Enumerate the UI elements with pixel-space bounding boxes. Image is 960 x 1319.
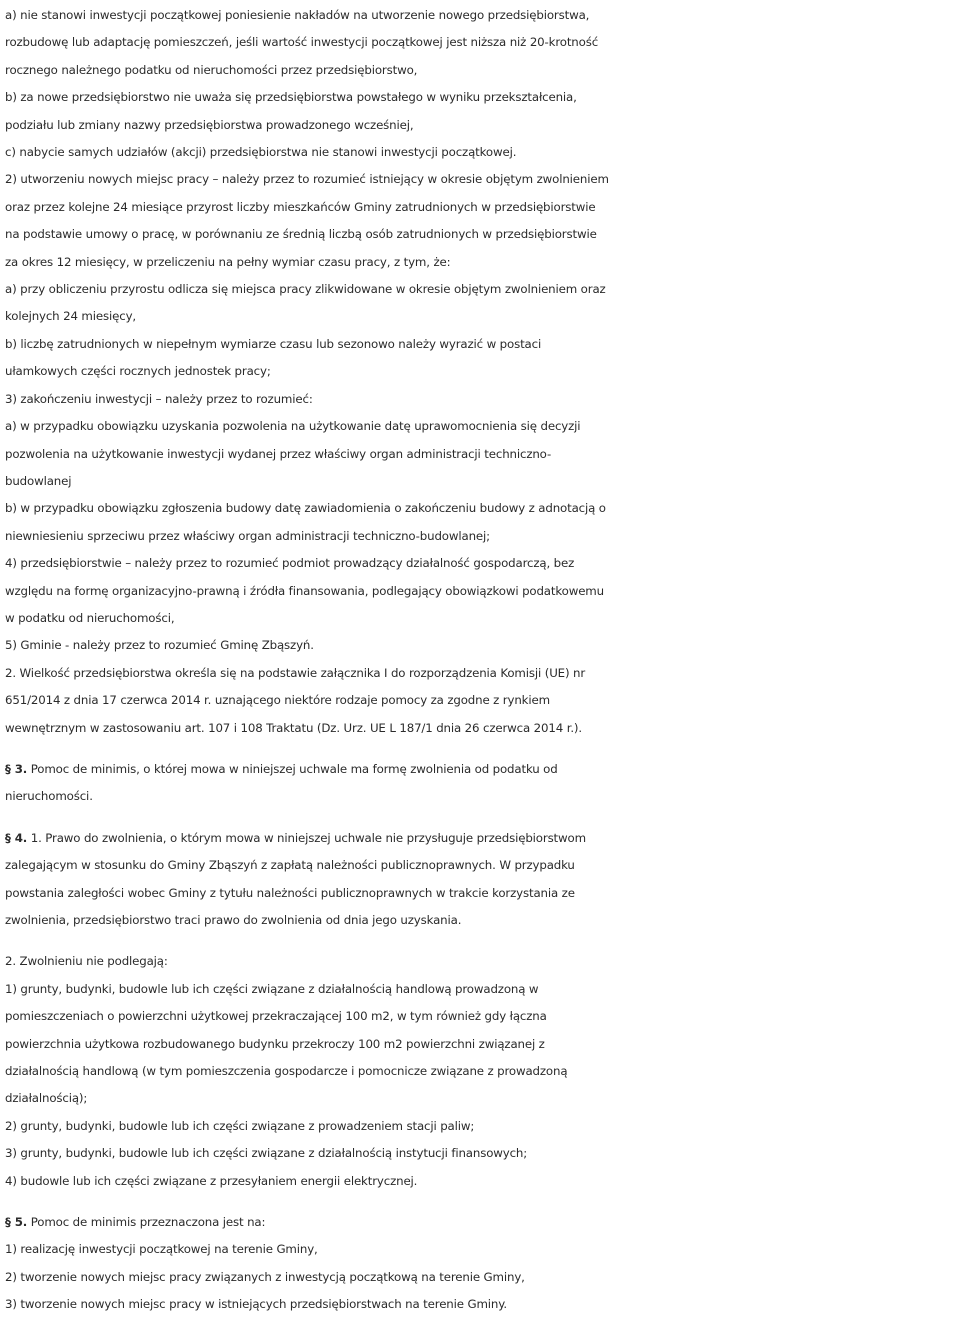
text-line: względu na formę organizacyjno-prawną i źródła finansowania, podlegający obowiązkowi podatkowemu bbox=[5, 583, 604, 598]
text-line: zalegającym w stosunku do Gminy Zbąszyń z zapłatą należności publicznoprawnych. W przypadku bbox=[5, 858, 575, 873]
text-line: a) nie stanowi inwestycji początkowej poniesienie nakładów na utworzenie nowego przedsiębiorstwa, bbox=[5, 8, 590, 22]
section-line bbox=[5, 825, 952, 852]
text-line: 3) zakończeniu inwestycji – należy przez to rozumieć: bbox=[5, 391, 313, 406]
section-text: Pomoc de minimis przeznaczona jest na: bbox=[27, 1215, 266, 1230]
text-line: b) w przypadku obowiązku zgłoszenia budowy datę zawiadomienia o zakończeniu budowy z adnotacją o bbox=[5, 501, 606, 516]
text-line: 2) utworzeniu nowych miejsc pracy – należy przez to rozumieć istniejący w okresie objętym zwolnieniem bbox=[5, 172, 609, 187]
section-text: 1. Prawo do zwolnienia, o którym mowa w niniejszej uchwale nie przysługuje przedsiębiorstwom bbox=[27, 830, 586, 845]
text-line: powierzchnia użytkowa rozbudowanego budynku przekroczy 100 m2 powierzchni związanej z bbox=[5, 1036, 545, 1051]
text-line: 3) grunty, budynki, budowle lub ich części związane z działalnością instytucji finansowych; bbox=[5, 1146, 528, 1161]
text-line: budowlanej bbox=[5, 473, 72, 488]
text-line: 4) budowle lub ich części związane z przesyłaniem energii elektrycznej. bbox=[5, 1173, 418, 1188]
text-line: niewniesieniu sprzeciwu przez właściwy organ administracji techniczno-budowlanej; bbox=[5, 528, 490, 543]
text-line: w podatku od nieruchomości, bbox=[5, 610, 175, 625]
section-marker: § 4. bbox=[5, 830, 28, 845]
text-line: a) w przypadku obowiązku uzyskania pozwolenia na użytkowanie datę uprawomocnienia się decyzji bbox=[5, 419, 581, 434]
text-line: kolejnych 24 miesięcy, bbox=[5, 309, 136, 324]
paragraph-gap bbox=[5, 811, 952, 825]
text-line: a) przy obliczeniu przyrostu odlicza się miejsca pracy zlikwidowane w okresie objętym zwolnieniem oraz bbox=[5, 282, 606, 297]
text-line: 651/2014 z dnia 17 czerwca 2014 r. uznającego niektóre rodzaje pomocy za zgodne z rynkiem bbox=[5, 693, 550, 708]
paragraph-gap bbox=[5, 934, 952, 948]
text-line: za okres 12 miesięcy, w przeliczeniu na pełny wymiar czasu pracy, z tym, że: bbox=[5, 254, 451, 269]
text-line: na podstawie umowy o pracę, w porównaniu ze średnią liczbą osób zatrudnionych w przedsiębiorstwie bbox=[5, 227, 597, 242]
text-line: 4) przedsiębiorstwie – należy przez to rozumieć podmiot prowadzący działalność gospodarczą, bez bbox=[5, 556, 575, 571]
section-marker: § 3. bbox=[5, 761, 28, 776]
paragraph-gap bbox=[5, 742, 952, 756]
text-line: powstania zaległości wobec Gminy z tytułu należności publicznoprawnych w trakcie korzystania ze bbox=[5, 885, 575, 900]
text-line: wewnętrznym w zastosowaniu art. 107 i 108 Traktatu (Dz. Urz. UE L 187/1 dnia 26 czerwca 2014 r.). bbox=[5, 720, 582, 735]
text-line: 2. Wielkość przedsiębiorstwa określa się na podstawie załącznika I do rozporządzenia Komisji (UE) nr bbox=[5, 665, 586, 680]
section-line bbox=[5, 1209, 952, 1236]
text-line: działalnością handlową (w tym pomieszczenia gospodarcze i pomocnicze związane z prowadzoną bbox=[5, 1064, 568, 1079]
text-line: b) za nowe przedsiębiorstwo nie uważa się przedsiębiorstwa powstałego w wyniku przekształcenia, bbox=[5, 90, 577, 105]
text-line: 5) Gminie - należy przez to rozumieć Gminę Zbąszyń. bbox=[5, 638, 314, 653]
text-line: zwolnienia, przedsiębiorstwo traci prawo do zwolnienia od dnia jego uzyskania. bbox=[5, 913, 462, 927]
text-line: 3) tworzenie nowych miejsc pracy w istniejących przedsiębiorstwach na terenie Gminy. bbox=[5, 1297, 508, 1312]
text-line: podziału lub zmiany nazwy przedsiębiorstwa prowadzonego wcześniej, bbox=[5, 117, 414, 132]
section-line bbox=[5, 756, 952, 783]
text-line: pozwolenia na użytkowanie inwestycji wydanej przez właściwy organ administracji techniczno- bbox=[5, 446, 552, 461]
text-line: 1) realizację inwestycji początkowej na terenie Gminy, bbox=[5, 1242, 318, 1257]
text-line: 2) tworzenie nowych miejsc pracy związanych z inwestycją początkową na terenie Gminy, bbox=[5, 1269, 525, 1284]
text-line: 2. Zwolnieniu nie podlegają: bbox=[5, 954, 168, 969]
text-line: 1) grunty, budynki, budowle lub ich części związane z działalnością handlową prowadzoną w bbox=[5, 981, 539, 996]
text-line: 2) grunty, budynki, budowle lub ich części związane z prowadzeniem stacji paliw; bbox=[5, 1118, 475, 1133]
text-line: c) nabycie samych udziałów (akcji) przedsiębiorstwa nie stanowi inwestycji początkowej. bbox=[5, 145, 517, 160]
section-marker: § 5. bbox=[5, 1215, 28, 1230]
paragraph-gap bbox=[5, 1195, 952, 1209]
text-line: oraz przez kolejne 24 miesiące przyrost liczby mieszkańców Gminy zatrudnionych w przedsiębiorstwie bbox=[5, 199, 596, 214]
text-line: rocznego należnego podatku od nieruchomości przez przedsiębiorstwo, bbox=[5, 62, 418, 77]
text-line: b) liczbę zatrudnionych w niepełnym wymiarze czasu lub sezonowo należy wyrazić w postaci bbox=[5, 336, 542, 351]
text-line: rozbudowę lub adaptację pomieszczeń, jeśli wartość inwestycji początkowej jest niższa niż 20-krotność bbox=[5, 35, 599, 50]
text-line: pomieszczeniach o powierzchni użytkowej przekraczającej 100 m2, w tym również gdy łączna bbox=[5, 1009, 547, 1024]
section-text: Pomoc de minimis, o której mowa w niniejszej uchwale ma formę zwolnienia od podatku od bbox=[27, 761, 558, 776]
text-line: ułamkowych części rocznych jednostek pracy; bbox=[5, 364, 271, 379]
text-line: działalnością); bbox=[5, 1091, 88, 1106]
text-line: nieruchomości. bbox=[5, 789, 93, 804]
